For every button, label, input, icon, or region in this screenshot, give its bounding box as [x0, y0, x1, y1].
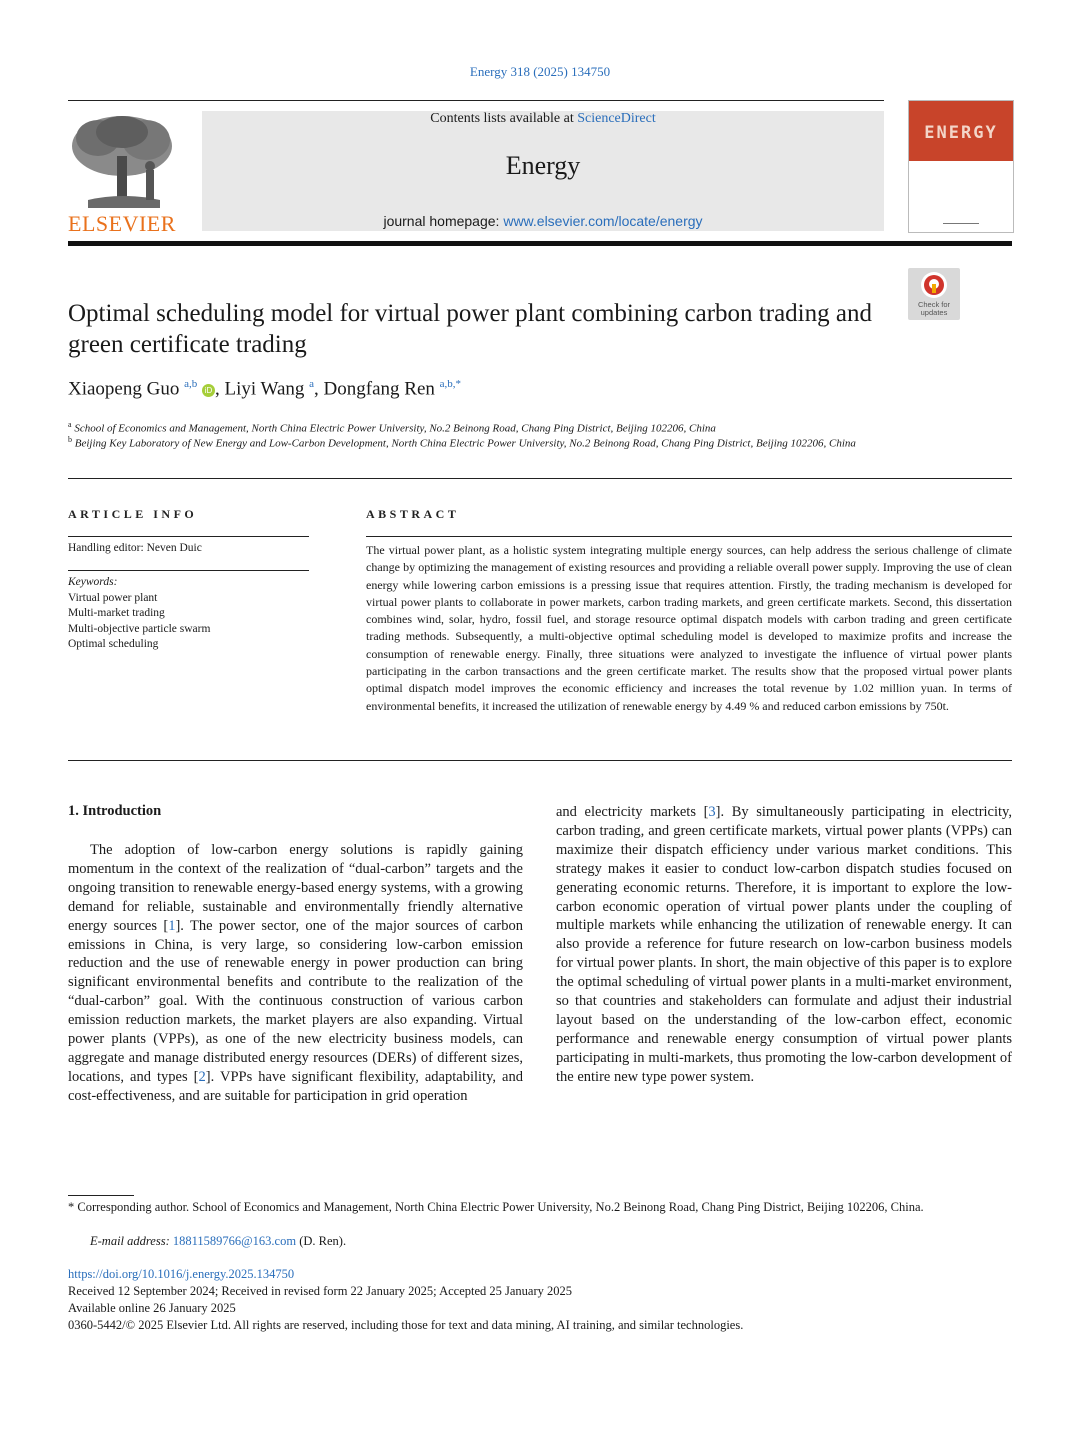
- section-rule: [68, 760, 1012, 761]
- author-list: Xiaopeng Guo $^{a,b}$ iD , Liyi Wang $^a$, Dongfang Ren $^{a,b,*}$: [68, 378, 462, 400]
- contents-prefix: Contents lists available at: [430, 111, 574, 126]
- introduction-heading: 1. Introduction: [68, 803, 162, 819]
- info-rule: [68, 570, 309, 571]
- check-updates-icon: [908, 268, 960, 302]
- homepage-prefix: journal homepage:: [383, 213, 500, 229]
- corresponding-author-note: * Corresponding author. School of Economics and Management, North China Electric Power University, No.2 Beinong Road, Chang Ping District, Beijing 102206, China.: [68, 1200, 924, 1214]
- intro-right-column: [556, 803, 1012, 1087]
- affiliation-b: [68, 432, 908, 452]
- homepage-link[interactable]: www.elsevier.com/locate/energy: [503, 213, 703, 229]
- cover-divider: [943, 223, 979, 224]
- author-affil-mark[interactable]: a: [309, 378, 315, 390]
- reference-link[interactable]: 3: [708, 804, 716, 820]
- contents-line: [202, 111, 884, 127]
- author-name[interactable]: Dongfang Ren: [323, 378, 435, 400]
- author-affil-mark[interactable]: a,b,*: [439, 378, 462, 390]
- affiliation-mark: a: [68, 420, 72, 429]
- header-thick-rule: [68, 241, 1012, 246]
- handling-editor: Handling editor: Neven Duic: [68, 542, 202, 554]
- article-info-heading: ARTICLE INFO: [68, 507, 198, 521]
- email-line: [90, 1234, 346, 1249]
- keyword: Multi-objective particle swarm: [68, 622, 211, 635]
- affiliation-text: School of Economics and Management, North China Electric Power University, No.2 Beinong Road, Chang Ping District, Beijing 102206, China: [74, 422, 716, 435]
- keyword: Multi-market trading: [68, 607, 165, 619]
- keywords-block: [68, 575, 210, 653]
- available-online: Available online 26 January 2025: [68, 1301, 236, 1315]
- homepage-line: [202, 213, 884, 229]
- journal-name: Energy: [505, 151, 581, 180]
- reference-link[interactable]: 2: [198, 1068, 206, 1085]
- keyword: Virtual power plant: [68, 591, 158, 604]
- journal-cover[interactable]: [908, 100, 1014, 233]
- publisher-name: ELSEVIER: [68, 211, 176, 236]
- publication-details: [68, 1266, 1012, 1334]
- doi-link[interactable]: https://doi.org/10.1016/j.energy.2025.134750: [68, 1267, 295, 1281]
- copyright-notice: 0360-5442/© 2025 Elsevier Ltd. All rights are reserved, including those for text and data mining, AI training, and similar technologies.: [68, 1318, 744, 1332]
- intro-left-column: [68, 841, 523, 1106]
- info-rule: [68, 536, 309, 537]
- abstract-rule: [366, 536, 1012, 537]
- reference-link[interactable]: 1: [168, 917, 176, 934]
- received-dates: Received 12 September 2024; Received in revised form 22 January 2025; Accepted 25 January 2025: [68, 1284, 573, 1298]
- intro-text: The adoption of low-carbon energy solutions is rapidly gaining momentum in the context of the realization of “dual-carbon” targets and the ongoing transition to renewable energy-based energy systems, with a growing demand for reliable, sustainable and environmentally friendly alternative energy sources [: [68, 842, 523, 934]
- abstract-heading: ABSTRACT: [366, 507, 460, 521]
- abstract-text: The virtual power plant, as a holistic system integrating multiple energy sources, can help address the serious challenge of climate change by optimizing the management of existing resources and providing a reliable overall power supply. Improving the use of clean energy while lowering carbon emissions is a pressing issue that requires attention. Firstly, the trading mechanism is developed for virtual power plants to collaborate in power markets, carbon trading markets, and green certificate markets. Second, this dissertation combines wind, solar, hydro, fossil fuel, and storage resource optimal dispatch models with carbon trading and green certificate trading methods. Subsequently, a multi-objective optimal scheduling model is developed to maximize profits and increase the consumption of renewable energy. Finally, three situations were analyzed to investigate the influence of virtual power plants participating in the carbon transactions and the green certificate market. The results show that the proposed virtual power plants optimal dispatch model improves the economic efficiency and increases the total revenue by 1.02 million yuan. In terms of environmental benefits, it increased the utilization of renewable energy by 4.49 % and reduced carbon emissions by 750t.: [366, 543, 1012, 713]
- email-label: E-mail address:: [90, 1234, 170, 1248]
- sciencedirect-link[interactable]: ScienceDirect: [577, 111, 656, 126]
- article-title: Optimal scheduling model for virtual power plant combining carbon trading and green certificate trading: [68, 300, 872, 358]
- affiliation-mark: b: [68, 435, 72, 444]
- intro-text: ]. VPPs have significant flexibility, adaptability, and cost-effectiveness, and are suitable for participation in grid operation: [68, 1068, 523, 1104]
- footnote-rule: [68, 1195, 134, 1196]
- author-name[interactable]: Liyi Wang: [224, 378, 305, 400]
- email-link[interactable]: 18811589766@163.com: [172, 1234, 297, 1248]
- intro-text: and electricity markets [: [556, 804, 709, 820]
- header-rule: [68, 100, 884, 101]
- affiliation-text: Beijing Key Laboratory of New Energy and Low-Carbon Development, North China Electric Power University, No.2 Beinong Road, Chang Ping District, Beijing 102206, China: [74, 437, 856, 450]
- author-name[interactable]: Xiaopeng Guo: [68, 378, 180, 400]
- orcid-icon[interactable]: iD: [202, 384, 215, 397]
- intro-text: ]. The power sector, one of the major sources of carbon emissions in China, is very large, so considering low-carbon emission reduction and the use of renewable energy in power production can bring significant environmental benefits and contribute to the realization of the “dual-carbon” goal. With the continuous construction of various carbon emission reduction markets, the market players are also expanding. Virtual power plants (VPPs), as one of the new electricity business models, can aggregate and manage distributed energy resources (DERs) of different sizes, locations, and types [: [68, 917, 523, 1085]
- email-suffix: (D. Ren).: [299, 1234, 347, 1248]
- journal-citation[interactable]: Energy 318 (2025) 134750: [469, 64, 611, 79]
- section-rule: [68, 478, 1012, 479]
- intro-text: ]. By simultaneously participating in electricity, carbon trading, and green certificate markets, virtual power plants (VPPs) can maximize their dispatch efficiency under various market conditions. This strategy makes it easier to conduct low-carbon dispatch studies focused on generating economic returns. Therefore, it is important to explore the low-carbon economic operation of virtual power plants under the coupling of multiple markets while enhancing the utilization of renewable energy. It can also provide a reference for future research on low-carbon business models for virtual power plants. In short, the main objective of this paper is to explore the optimal scheduling of virtual power plants in a multi-market environment, so that countries and stakeholders can formulate and adjust their industrial layout based on the understanding of the low-carbon effect, economic performance and renewable energy consumption of virtual power plants participating in multi-markets, thus promoting the low-carbon development of the entire new type power system.: [556, 804, 1012, 1085]
- keyword: Optimal scheduling: [68, 638, 159, 650]
- keywords-label: Keywords:: [68, 576, 118, 588]
- author-affil-mark[interactable]: a,b: [184, 378, 198, 390]
- check-updates-label: Check for updates: [917, 300, 951, 317]
- check-for-updates-button[interactable]: [908, 268, 960, 320]
- cover-title: ENERGY: [924, 123, 998, 143]
